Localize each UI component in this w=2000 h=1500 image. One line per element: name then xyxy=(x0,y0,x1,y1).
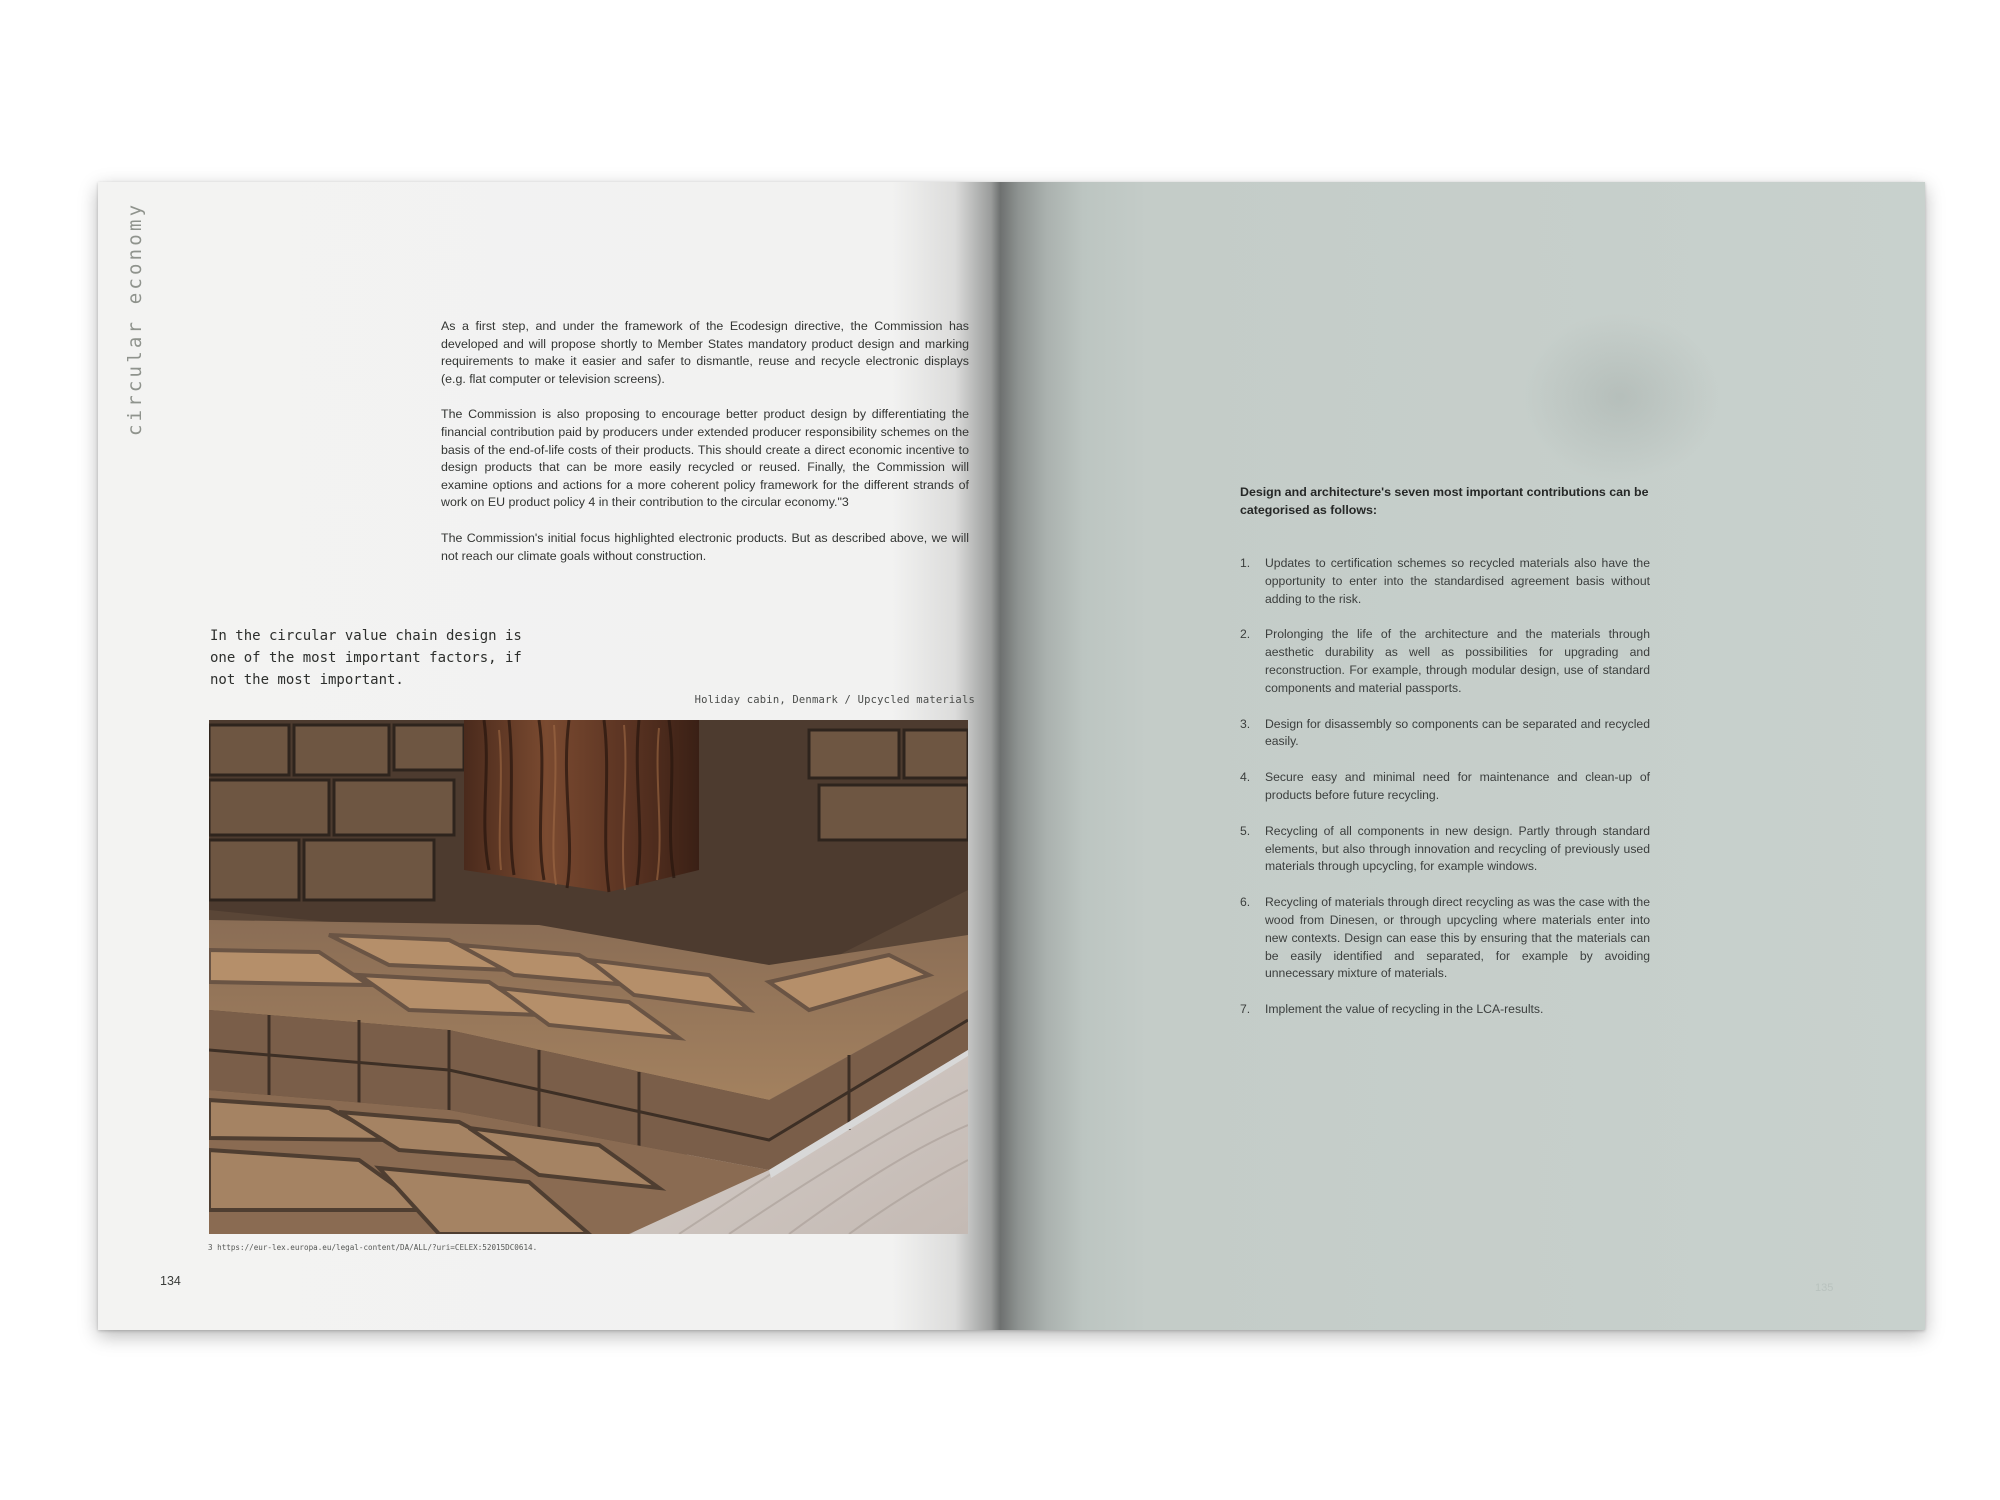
list-number: 2. xyxy=(1240,627,1251,642)
list-number: 5. xyxy=(1240,823,1251,838)
list-item-text: Recycling of materials through direct recycling as was the case with the wood from Dinesen, or through upcycling where materials enter into new contexts. Design can ease this by ensuring that the materials can be easily identified and separated, for example by avoiding unnecessary mixture of materials. xyxy=(1265,895,1650,981)
list-item-text: Design for disassembly so components can be separated and recycled easily. xyxy=(1265,716,1650,749)
body-text xyxy=(441,318,969,583)
brick-and-timber-photo xyxy=(209,720,968,1234)
section-label-text: circular economy xyxy=(124,201,146,436)
list-item-text: Recycling of all components in new design. Partly through standard elements, but also through innovation and recycling of previously used materials through upcycling, for example windows. xyxy=(1265,823,1650,874)
body-paragraph: As a first step, and under the framework of the Ecodesign directive, the Commission has developed and will propose shortly to Member States mandatory product design and marking requirements to make it easier and safer to dismantle, reuse and recycle electronic displays (e.g. flat computer or television screens). xyxy=(441,319,969,386)
contributions-heading: Design and architecture's seven most important contributions can be categorised as follows: xyxy=(1240,485,1649,517)
list-item xyxy=(1240,823,1650,876)
list-item-text: Prolonging the life of the architecture and the materials through aesthetic durability as well as possibilities for upgrading and reconstruction. For example, through modular design, use of standard components and material passports. xyxy=(1265,627,1650,695)
list-item xyxy=(1240,1001,1650,1019)
list-number: 6. xyxy=(1240,895,1251,910)
right-page xyxy=(1000,182,1925,1330)
footnote: 3 https://eur-lex.europa.eu/legal-content/DA/ALL/?uri=CELEX:52015DC0614. xyxy=(208,1243,538,1252)
list-item xyxy=(1240,769,1650,805)
list-item xyxy=(1240,555,1650,608)
list-item-text: Secure easy and minimal need for maintenance and clean-up of products before future recycling. xyxy=(1265,770,1650,802)
book-spread xyxy=(98,182,1925,1330)
body-paragraph: The Commission's initial focus highlighted electronic products. But as described above, we will not reach our climate goals without construction. xyxy=(441,530,969,563)
list-number: 3. xyxy=(1240,716,1251,731)
list-item-text: Updates to certification schemes so recycled materials also have the opportunity to enter into the standardised agreement basis without adding to the risk. xyxy=(1265,556,1650,606)
list-item-text: Implement the value of recycling in the LCA-results. xyxy=(1265,1002,1544,1017)
list-number: 1. xyxy=(1240,556,1251,570)
contributions-list xyxy=(1240,555,1650,1037)
photo-caption: Holiday cabin, Denmark / Upcycled materials xyxy=(694,694,975,706)
page-number: 134 xyxy=(160,1274,181,1288)
list-number: 7. xyxy=(1240,1002,1251,1017)
section-label xyxy=(120,196,150,456)
left-page xyxy=(98,182,1000,1330)
page-smudge xyxy=(1520,312,1720,482)
list-item xyxy=(1240,894,1650,983)
list-item xyxy=(1240,626,1650,697)
list-item xyxy=(1240,716,1650,752)
list-number: 4. xyxy=(1240,770,1251,785)
body-paragraph: The Commission is also proposing to encourage better product design by differentiating the financial contribution paid by producers under extended producer responsibility schemes on the basis of the end-of-life costs of their products. This should create a direct economic incentive to design products that can be more easily recycled or reused. Finally, the Commission will examine options and actions for a more coherent policy framework for the different strands of work on EU product policy 4 in their contribution to the circular economy."3 xyxy=(441,407,969,510)
pull-quote: In the circular value chain design is one of the most important factors, if not the most important. xyxy=(210,628,522,688)
page-number: 135 xyxy=(1815,1282,1834,1294)
